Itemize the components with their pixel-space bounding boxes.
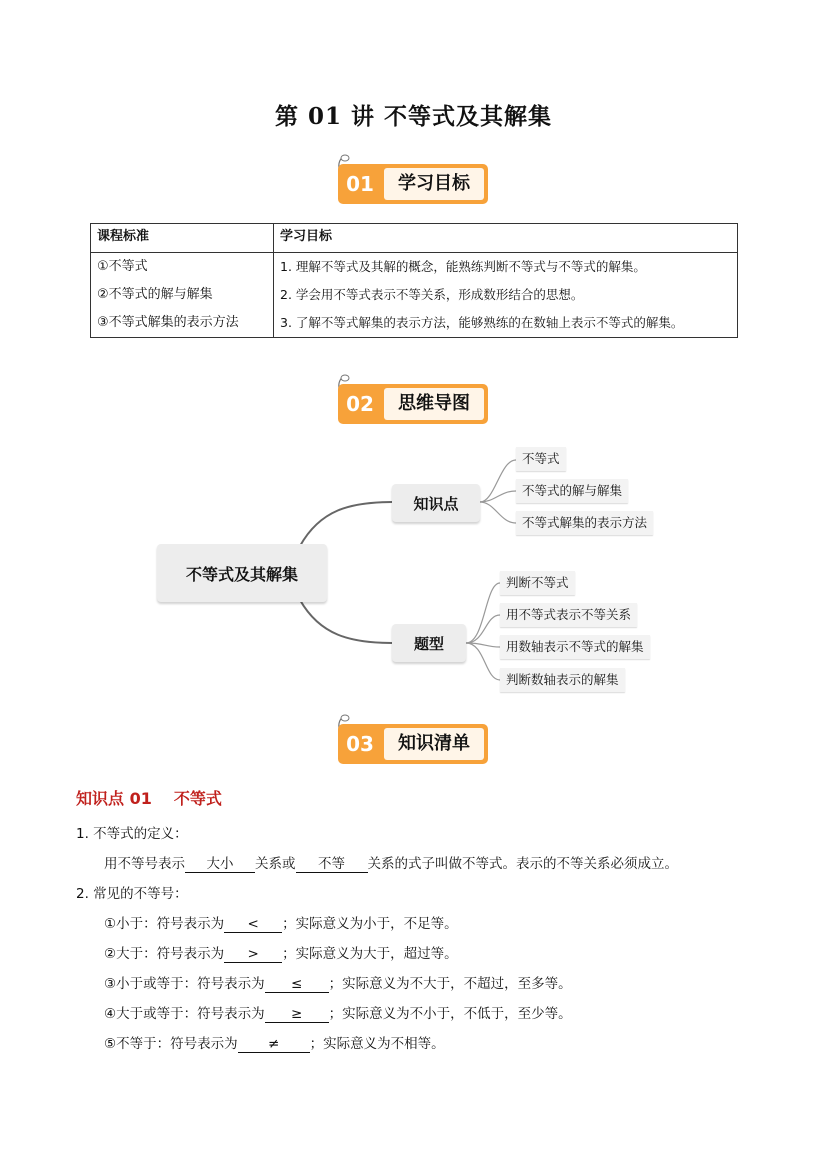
- sign-prefix: ④大于或等于：符号表示为: [104, 1006, 265, 1022]
- knowledge-point-title: 不等式: [173, 789, 222, 808]
- table-header-standard: 课程标准: [91, 224, 274, 253]
- section-label: 思维导图: [384, 388, 484, 420]
- mindmap-leaf: 不等式: [516, 447, 566, 471]
- sign-line: [104, 1002, 572, 1023]
- mindmap-leaf: 判断不等式: [500, 571, 575, 595]
- mindmap-leaf: 用不等式表示不等关系: [500, 603, 637, 627]
- mindmap-leaf: 用数轴表示不等式的解集: [500, 635, 650, 659]
- fill-blank: ≥: [265, 1006, 329, 1023]
- section-number: 03: [346, 732, 374, 756]
- sign-suffix: ；实际意义为不相等。: [309, 1036, 445, 1052]
- section-number: 01: [346, 172, 374, 196]
- objective-item: 1. 理解不等式及其解的概念，能熟练判断不等式与不等式的解集。: [280, 259, 646, 274]
- definition-suffix: 关系的式子叫做不等式。表示的不等关系必须成立。: [367, 856, 678, 872]
- section-label: 知识清单: [384, 728, 484, 760]
- standard-item: ③不等式解集的表示方法: [97, 315, 239, 330]
- fill-blank: ≠: [238, 1036, 310, 1053]
- mindmap-branch-types: 题型: [392, 624, 466, 662]
- sign-prefix: ⑤不等于：符号表示为: [104, 1036, 238, 1052]
- section-number: 02: [346, 392, 374, 416]
- definition-prefix: 用不等号表示: [104, 856, 185, 872]
- definition-line: [104, 852, 678, 873]
- fill-blank: 大小: [185, 852, 255, 873]
- mindmap-leaf: 判断数轴表示的解集: [500, 668, 625, 692]
- standard-item: ①不等式: [97, 259, 148, 274]
- item-signs-title: 2. 常见的不等号：: [76, 886, 188, 902]
- sign-line: [104, 942, 458, 963]
- page-title: 第 01 讲 不等式及其解集: [274, 103, 553, 130]
- fill-blank: ≤: [265, 976, 329, 993]
- sign-suffix: ；实际意义为大于，超过等。: [282, 946, 458, 962]
- mindmap-branch-knowledge: 知识点: [392, 484, 480, 522]
- mindmap-leaf: 不等式解集的表示方法: [516, 511, 653, 535]
- fill-blank: 不等: [296, 852, 368, 873]
- mindmap-center-node: 不等式及其解集: [157, 544, 327, 602]
- knowledge-point-heading: [76, 786, 244, 809]
- sign-line: [104, 912, 458, 933]
- mindmap-leaf: 不等式的解与解集: [516, 479, 628, 503]
- table-header-objective: 学习目标: [274, 224, 738, 253]
- sign-suffix: ；实际意义为小于，不足等。: [282, 916, 458, 932]
- sign-prefix: ①小于：符号表示为: [104, 916, 225, 932]
- fill-blank: >: [224, 946, 282, 963]
- section-badge-knowledge: [332, 712, 492, 768]
- section-label: 学习目标: [384, 168, 484, 200]
- fill-blank: <: [224, 916, 282, 933]
- definition-mid: 关系或: [255, 856, 296, 872]
- knowledge-point-number: 知识点 01: [76, 789, 152, 808]
- item-definition-title: 1. 不等式的定义：: [76, 826, 188, 842]
- sign-suffix: ；实际意义为不大于，不超过，至多等。: [328, 976, 572, 992]
- sign-suffix: ；实际意义为不小于，不低于，至少等。: [328, 1006, 572, 1022]
- objective-item: 2. 学会用不等式表示不等关系，形成数形结合的思想。: [280, 287, 584, 302]
- sign-prefix: ③小于或等于：符号表示为: [104, 976, 265, 992]
- objective-item: 3. 了解不等式解集的表示方法，能够熟练的在数轴上表示不等式的解集。: [280, 315, 684, 330]
- sign-prefix: ②大于：符号表示为: [104, 946, 225, 962]
- sign-line: [104, 1032, 445, 1053]
- sign-line: [104, 972, 572, 993]
- standard-item: ②不等式的解与解集: [97, 287, 213, 302]
